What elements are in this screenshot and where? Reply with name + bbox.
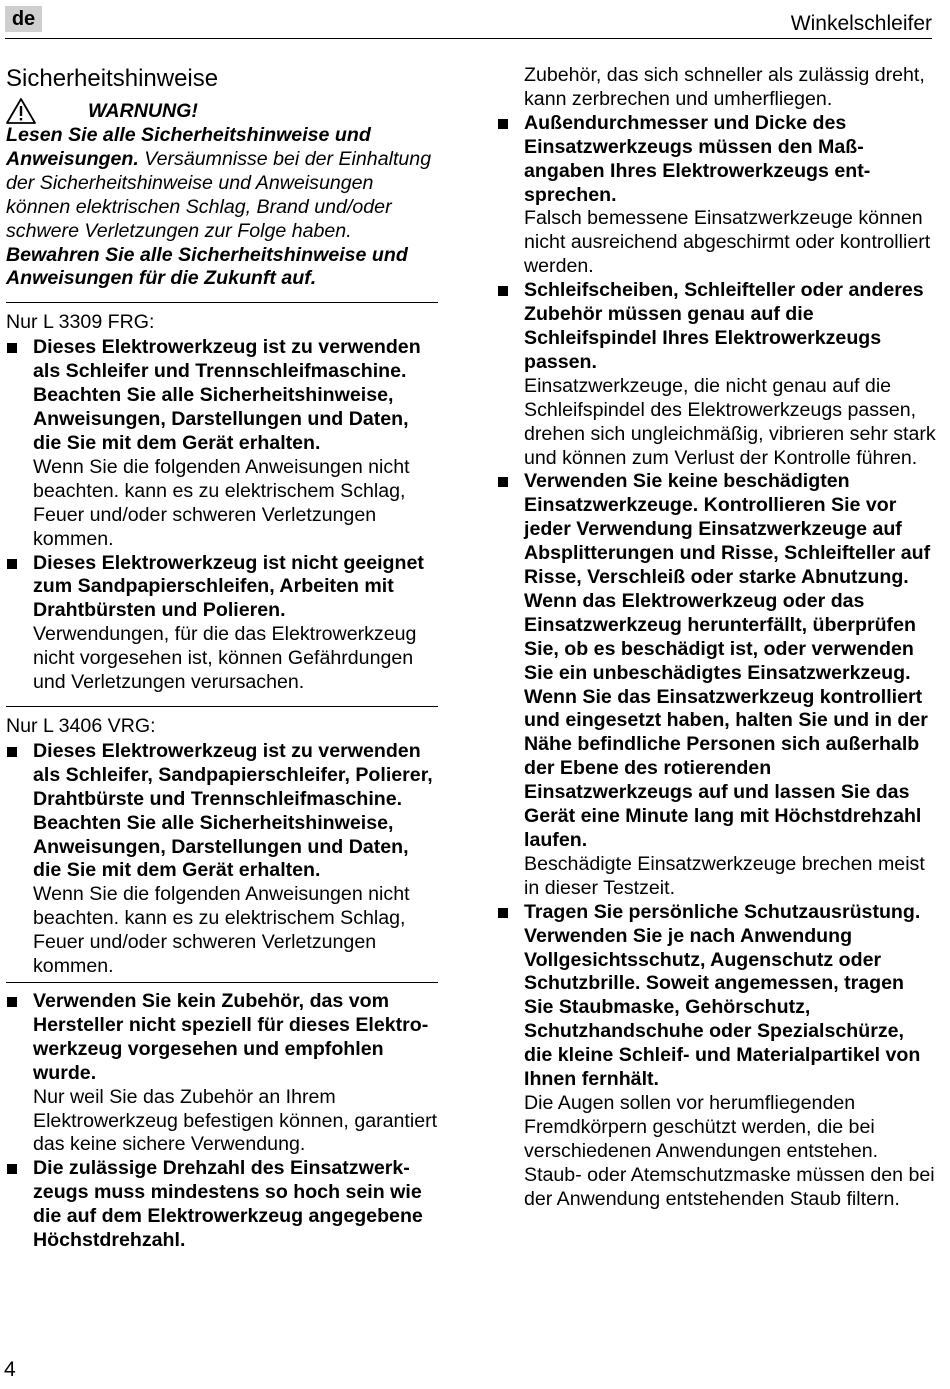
divider: [6, 982, 438, 983]
list-item-text: Falsch bemessene Einsatzwerkzeuge können nicht ausreichend abgeschirmt oder kontrolliert werden.: [524, 207, 931, 278]
list-item: [6, 990, 440, 1157]
list-item-text: Wenn Sie die folgenden Anweisungen nicht beachten. kann es zu elektrischem Schlag, Feuer und/oder schweren Verletzungen kommen.: [33, 455, 410, 550]
list-item: [6, 1157, 440, 1253]
list-item: [6, 740, 440, 979]
warning-label: WARNUNG!: [88, 100, 198, 122]
language-badge: de: [5, 6, 42, 32]
continued-text: Zubehör, das sich schneller als zulässig dreht, kann zerbrechen und umherfliegen.: [524, 64, 925, 110]
list-item-bold: Verwenden Sie kein Zubehör, das vom Hersteller nicht speziell für dieses Elektrowerkzeug vorgesehen und empfohlen wurde.: [33, 990, 429, 1084]
list-item-bold: Außendurchmesser und Dicke des Einsatzwerkzeugs müssen den Maßangaben Ihres Elektrowerkzeugs entsprechen.: [524, 111, 871, 206]
list-item: [6, 336, 440, 551]
left-column: [6, 64, 440, 1253]
list-item-bold: Schleifscheiben, Schleifteller oder anderes Zubehör müssen genau auf die Schleifspindel Ihres Elektrowerkzeugs passen.: [524, 279, 924, 373]
list-item-bold: Die zulässige Drehzahl des Einsatzwerkzeugs muss mindestens so hoch sein wie die auf dem Elektrowerkzeug angegebene Höchstdrehzahl.: [33, 1157, 423, 1252]
list-item-bold: Dieses Elektrowerkzeug ist nicht geeignet zum Sandpapierschleifen, Arbeiten mit Drahtbürsten und Polieren.: [33, 551, 424, 622]
warning-bold-2: Bewahren Sie alle Sicherheitshinweise und Anweisungen für die Zukunft auf.: [6, 243, 408, 290]
header-title: Winkelschleifer: [790, 12, 932, 35]
list-item-bold: Dieses Elektrowerkzeug ist zu verwenden als Schleifer, Sandpapierschleifer, Polierer, Drahtbürste und Trennschleifmaschine. Beachten Sie alle Sicherheitshinweise, Anweisungen, Darstellungen und Daten, die Sie mit dem Gerät erhalten.: [33, 739, 433, 882]
warning-triangle-icon: [6, 98, 36, 124]
section-title: Sicherheitshinweise: [6, 65, 219, 92]
subsection-heading-l3406: Nur L 3406 VRG:: [6, 714, 156, 737]
warning-heading: [6, 98, 440, 124]
list-item: [524, 470, 936, 900]
divider: [6, 302, 438, 303]
list-item-bold: Tragen Sie persönliche Schutzausrüstung. Verwenden Sie je nach Anwendung Vollgesichtsschutz, Augenschutz oder Schutzbrille. Soweit angemessen, tragen Sie Staubmaske, Gehörschutz, Schutzhandschuhe oder Spezialschürze, die kleine Schleif- und Materialpartikel von Ihnen fernhält.: [524, 900, 921, 1091]
list-item-text: Einsatzwerkzeuge, die nicht genau auf die Schleifspindel des Elektrowerkzeugs passen, drehen sich ungleichmäßig, vibrieren sehr stark und können zum Verlust der Kontrolle führen.: [524, 374, 936, 469]
list-item-text: Beschädigte Einsatzwerkzeuge brechen meist in dieser Testzeit.: [524, 852, 925, 899]
page-header: [5, 6, 932, 39]
list-item: [6, 552, 440, 695]
list-item-bold: Verwenden Sie keine beschädigten Einsatzwerkzeuge. Kontrollieren Sie vor jeder Verwendung Einsatzwerkzeuge auf Absplitterungen und Risse, Schleifteller auf Risse, Verschleiß oder starke Abnutzung. Wenn das Elektrowerkzeug oder das Einsatzwerkzeug herunterfällt, überprüfen Sie, ob es beschädigt ist, oder verwenden Sie ein unbeschädigtes Einsatzwerkzeug. Wenn Sie das Einsatzwerkzeug kontrolliert und eingesetzt haben, halten Sie und in der Nähe befindliche Personen sich außerhalb der Ebene des rotierenden Einsatzwerkzeugs auf und lassen Sie das Gerät eine Minute lang mit Höchstdrehzahl laufen.: [524, 470, 931, 851]
list-item-bold: Dieses Elektrowerkzeug ist zu verwenden als Schleifer und Trennschleifmaschine. Beachten Sie alle Sicherheitshinweise, Anweisungen, Darstellungen und Daten, die Sie mit dem Gerät erhalten.: [33, 336, 421, 454]
list-item: [524, 279, 936, 470]
right-column: [524, 64, 936, 1212]
page-number: 4: [4, 1358, 16, 1381]
subsection-heading-l3309: Nur L 3309 FRG:: [6, 311, 155, 334]
warning-text: [6, 124, 440, 291]
warning-normal: Versäumnisse bei der Einhaltung der Sicherheitshinweise und Anweisungen können elektrischen Schlag, Brand und/oder schwere Verletzungen zur Folge haben.: [6, 147, 432, 242]
divider: [6, 706, 438, 707]
list-item: [524, 112, 936, 279]
list-item-text: Wenn Sie die folgenden Anweisungen nicht beachten. kann es zu elektrischem Schlag, Feuer und/oder schweren Verletzungen kommen.: [33, 883, 410, 978]
warning-bold-1: Lesen Sie alle Sicherheitshinweise und Anweisungen.: [6, 124, 371, 170]
list-item-text: Die Augen sollen vor herumfliegenden Fremdkörpern geschützt werden, die bei verschiedenen Anwendungen entstehen. Staub- oder Atemschutzmaske müssen den bei der Anwendung entstehenden Staub filtern.: [524, 1091, 935, 1210]
list-item-text: Nur weil Sie das Zubehör an Ihrem Elektrowerkzeug befestigen können, garantiert das keine sichere Verwendung.: [33, 1085, 438, 1156]
list-item: [524, 901, 936, 1212]
list-item-text: Verwendungen, für die das Elektrowerkzeug nicht vorgesehen ist, können Gefährdungen und Verletzungen verursachen.: [33, 623, 417, 694]
